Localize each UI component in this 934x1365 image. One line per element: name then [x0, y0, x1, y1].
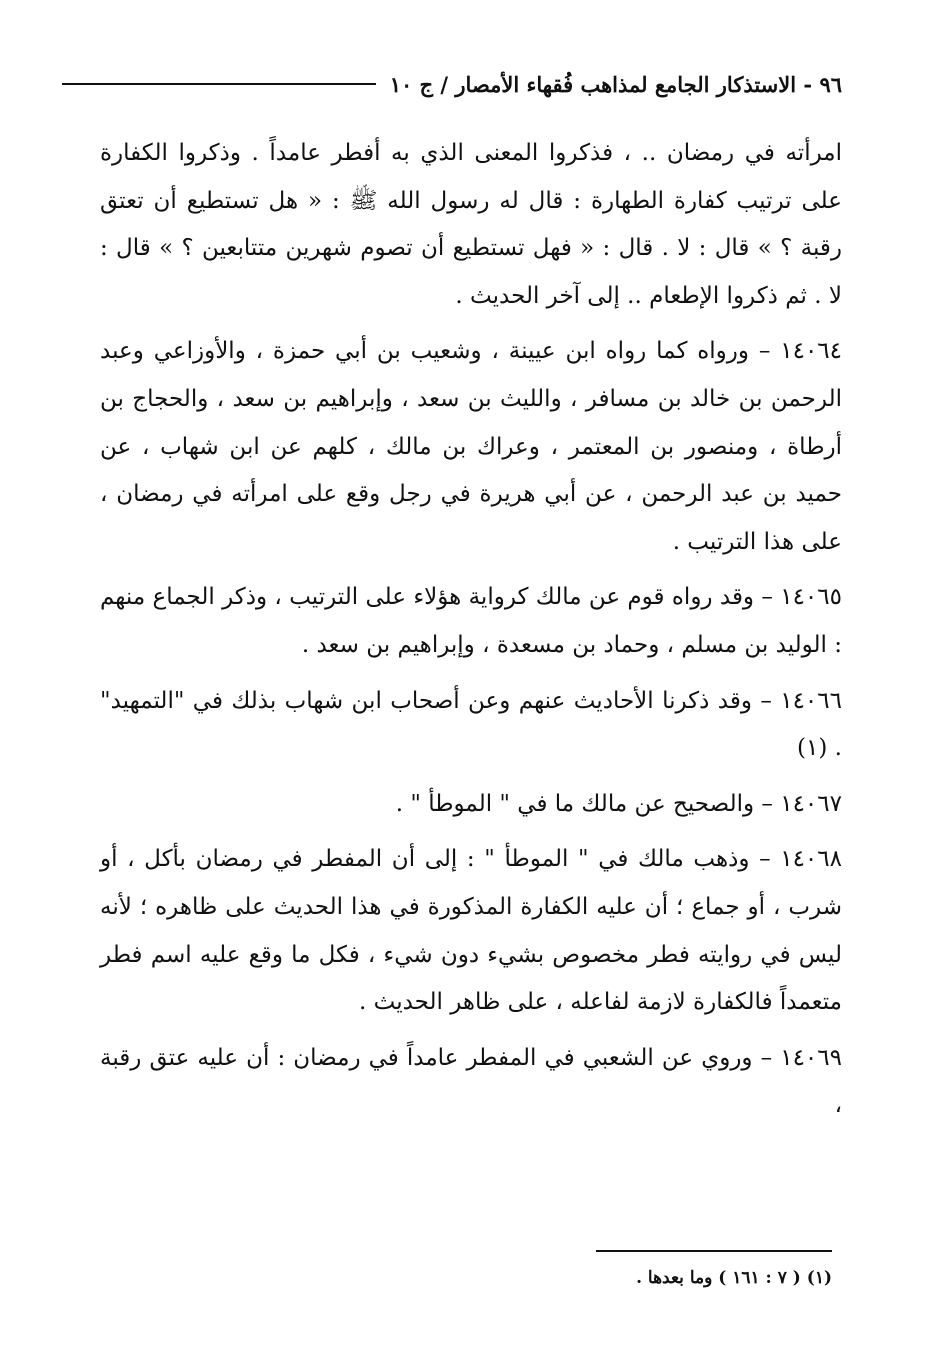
- paragraph-number: ١٤٠٦٧: [780, 790, 842, 817]
- header-rule: [62, 83, 376, 85]
- paragraph-number: ١٤٠٦٩: [780, 1044, 842, 1071]
- paragraph-14064: ١٤٠٦٤ – ورواه كما رواه ابن عيينة ، وشعيب بن أبي حمزة ، والأوزاعي وعبد الرحمن بن خالد بن مسافر ، والليث بن سعد ، وإبراهيم بن سعد ، والحجاج بن أرطاة ، ومنصور بن المعتمر ، وعراك بن مالك ، كلهم عن ابن شهاب ، عن حميد بن عبد الرحمن ، عن أبي هريرة في رجل وقع على امرأته في رمضان ، على هذا الترتيب .: [100, 338, 843, 555]
- paragraph-14066: ١٤٠٦٦ – وقد ذكرنا الأحاديث عنهم وعن أصحاب ابن شهاب بذلك في "التمهيد" . (١): [100, 687, 842, 762]
- paragraph-text: وروي عن الشعبي في المفطر عامداً في رمضان : أن عليه عتق رقبة ،: [100, 1044, 842, 1119]
- paragraph-text: وقد رواه قوم عن مالك كرواية هؤلاء على الترتيب ، وذكر الجماع منهم : الوليد بن مسلم ، وحماد بن مسعدة ، وإبراهيم بن سعد .: [100, 584, 842, 658]
- paragraph-text: وقد ذكرنا الأحاديث عنهم وعن أصحاب ابن شهاب بذلك في "التمهيد" . (١): [100, 687, 842, 762]
- paragraph-14065: ١٤٠٦٥ – وقد رواه قوم عن مالك كرواية هؤلاء على الترتيب ، وذكر الجماع منهم : الوليد بن مسلم ، وحماد بن مسعدة ، وإبراهيم بن سعد .: [100, 584, 842, 658]
- running-header: [62, 64, 842, 104]
- paragraph-number: ١٤٠٦٦: [780, 687, 842, 714]
- paragraph-text: والصحيح عن مالك ما في " الموطأ " .: [395, 790, 755, 817]
- footnote: (١) ( ٧ : ١٦١ ) وما بعدها .: [636, 1268, 832, 1288]
- paragraph-14069: ١٤٠٦٩ – وروي عن الشعبي في المفطر عامداً في رمضان : أن عليه عتق رقبة ،: [100, 1044, 842, 1119]
- paragraph-text: وذهب مالك في " الموطأ " : إلى أن المفطر في رمضان بأكل ، أو شرب ، أو جماع ؛ أن عليه الكفارة المذكورة في هذا الحديث على ظاهره ؛ لأنه ليس في روايته فطر مخصوص بشيء دون شيء ، فكل ما وقع عليه اسم فطر متعمداً فالكفارة لازمة لفاعله ، على ظاهر الحديث .: [100, 846, 842, 1016]
- footnote-rule: [596, 1250, 832, 1252]
- paragraph-text: امرأته في رمضان .. ، فذكروا المعنى الذي به أفطر عامداً . وذكروا الكفارة على ترتيب كفارة الطهارة : قال له رسول الله ﷺ : « هل تستطيع أن تعتق رقبة ؟ » قال : لا . قال : « فهل تستطيع أن تصوم شهرين متتابعين ؟ » قال : لا . ثم ذكروا الإطعام .. إلى آخر الحديث .: [100, 140, 842, 309]
- paragraph-text: ورواه كما رواه ابن عيينة ، وشعيب بن أبي حمزة ، والأوزاعي وعبد الرحمن بن خالد بن مسافر ، والليث بن سعد ، وإبراهيم بن سعد ، والحجاج بن أرطاة ، ومنصور بن المعتمر ، وعراك بن مالك ، كلهم عن ابن شهاب ، عن حميد بن عبد الرحمن ، عن أبي هريرة في رجل وقع على امرأته في رمضان ، على هذا الترتيب .: [100, 338, 842, 555]
- paragraph-14068: ١٤٠٦٨ – وذهب مالك في " الموطأ " : إلى أن المفطر في رمضان بأكل ، أو شرب ، أو جماع ؛ أن عليه الكفارة المذكورة في هذا الحديث على ظاهره ؛ لأنه ليس في روايته فطر مخصوص بشيء دون شيء ، فكل ما وقع عليه اسم فطر متعمداً فالكفارة لازمة لفاعله ، على ظاهر الحديث .: [100, 846, 842, 1016]
- paragraph-number: ١٤٠٦٤: [780, 338, 843, 365]
- paragraph-number: ١٤٠٦٥: [780, 584, 842, 611]
- paragraph-continuation: [100, 130, 842, 320]
- body-text: [100, 130, 842, 1138]
- paragraph-number: ١٤٠٦٨: [780, 846, 842, 873]
- running-title: ٩٦ - الاستذكار الجامع لمذاهب فُقهاء الأمصار / ج ١٠: [389, 71, 842, 97]
- paragraph-14067: ١٤٠٦٧ – والصحيح عن مالك ما في " الموطأ " .: [395, 790, 842, 817]
